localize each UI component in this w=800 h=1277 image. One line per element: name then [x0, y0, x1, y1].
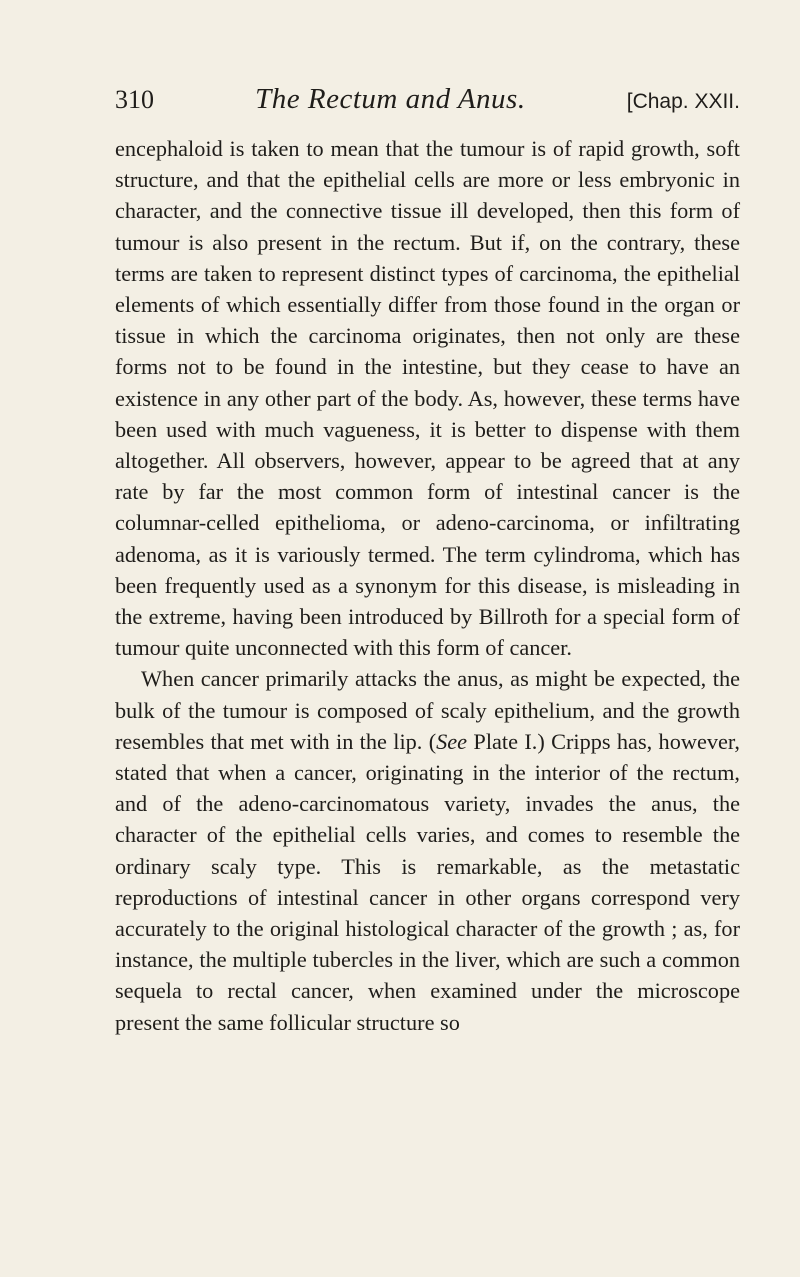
see-reference: See — [436, 728, 468, 754]
page-number: 310 — [115, 85, 154, 114]
chapter-reference: [Chap. XXII. — [626, 90, 740, 113]
running-head — [115, 82, 740, 119]
paragraph-2-text-a: When cancer primarily attacks the anus, as might be expected, the bulk of the tumour is composed of scaly epithelium, and the growth resembles that met with in the lip. ( — [115, 666, 740, 754]
paragraph-1: encephaloid is taken to mean that the tumour is of rapid growth, soft structure, and that the epithelial cells are more or less embryonic in character, and the connective tissue ill developed, then this form of tumour is also present in the rectum. But if, on the contrary, these terms are taken to represent distinct types of carcinoma, the epithelial elements of which essentially differ from those found in the organ or tissue in which the carcinoma originates, then not only are these forms not to be found in the intestine, but they cease to have an existence in any other part of the body. As, however, these terms have been used with much vagueness, it is better to dispense with them altogether. All observers, however, appear to be agreed that at any rate by far the most common form of intestinal cancer is the columnar-celled epithelioma, or adeno-carcinoma, or infiltrating adenoma, as it is variously termed. The term cylindroma, which has been frequently used as a synonym for this disease, is misleading in the extreme, having been introduced by Billroth for a special form of tumour quite unconnected with this form of cancer. — [115, 136, 740, 661]
running-title: The Rectum and Anus. — [255, 83, 526, 115]
paragraph-2 — [115, 663, 740, 1037]
paragraph-2-text-b: Plate I.) Cripps has, however, stated that when a cancer, originating in the interior of the rectum, and of the adeno-carcinomatous variety, invades the anus, the character of the epithelial cells varies, and comes to resemble the ordinary scaly type. This is remarkable, as the metastatic reproductions of intestinal cancer in other organs correspond very accurately to the original histological character of the growth ; as, for instance, the multiple tubercles in the liver, which are such a common sequela to rectal cancer, when examined under the microscope present the same follicular structure so — [115, 728, 740, 1035]
body-text — [115, 133, 740, 1038]
